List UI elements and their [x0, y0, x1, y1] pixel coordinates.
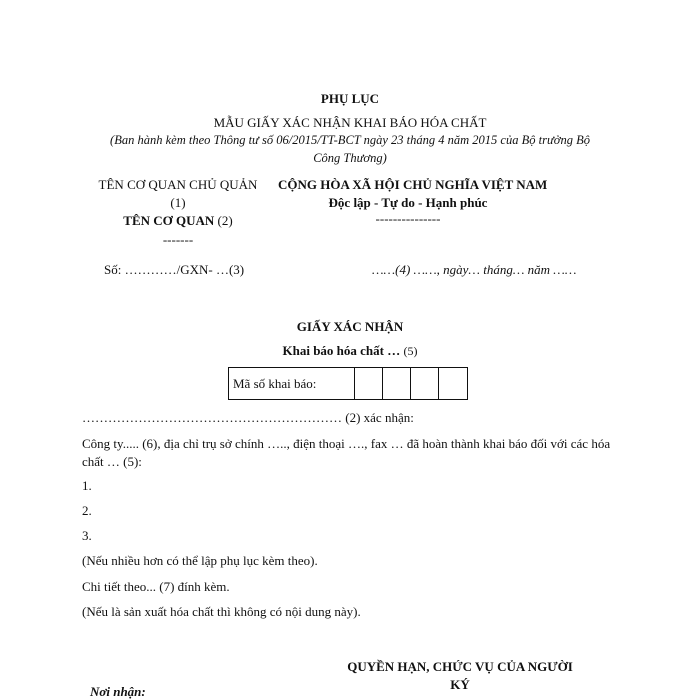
agency-name-note: (2): [217, 213, 233, 228]
issued-note-line1: (Ban hành kèm theo Thông tư số 06/2015/TT-BCT ngày 23 tháng 4 năm 2015 của Bộ trưởng Bộ: [110, 133, 590, 147]
agency-managing-note: (1): [170, 195, 186, 210]
appendix-title: PHỤ LỤC: [320, 91, 380, 106]
certificate-subtitle: Khai báo hóa chất …: [282, 343, 401, 358]
agency-name-row: [78, 213, 278, 229]
place-date-line: ……(4) ……, ngày… tháng… năm ……: [372, 262, 577, 277]
nation-name: CỘNG HÒA XÃ HỘI CHỦ NGHĨA VIỆT NAM: [278, 177, 548, 192]
item-3: 3.: [82, 528, 92, 543]
signer-title-line1: QUYỀN HẠN, CHỨC VỤ CỦA NGƯỜI: [347, 659, 573, 674]
left-divider: -------: [162, 232, 194, 247]
document-number: Số: …………/GXN- …(3): [104, 262, 245, 277]
issued-note-line2: Công Thương): [313, 151, 387, 165]
agency-managing: TÊN CƠ QUAN CHỦ QUẢN: [98, 177, 258, 192]
certificate-title: GIẤY XÁC NHẬN: [296, 319, 404, 334]
code-cell: [439, 368, 467, 399]
code-cell: [355, 368, 383, 399]
certificate-subtitle-note: (5): [403, 344, 418, 358]
confirm-line: …………………………………………………… (2) xác nhận:: [82, 410, 414, 425]
certificate-subtitle-row: [0, 343, 700, 359]
declaration-code-box: [228, 367, 468, 400]
form-subtitle: MẪU GIẤY XÁC NHẬN KHAI BÁO HÓA CHẤT: [213, 115, 487, 130]
declaration-code-label: Mã số khai báo:: [229, 368, 355, 399]
note-production: (Nếu là sản xuất hóa chất thì không có nội dung này).: [82, 604, 361, 619]
code-cell: [383, 368, 411, 399]
code-cell: [411, 368, 439, 399]
signer-title-line2: KÝ: [450, 677, 470, 692]
note-appendix: (Nếu nhiều hơn có thể lập phụ lục kèm theo).: [82, 553, 318, 568]
note-details: Chi tiết theo... (7) đính kèm.: [82, 579, 230, 594]
item-2: 2.: [82, 503, 92, 518]
agency-name: TÊN CƠ QUAN: [123, 213, 215, 228]
company-statement: Công ty..... (6), địa chỉ trụ sở chính ….., điện thoại …., fax … đã hoàn thành khai báo đối với các hóa chất … (5):: [82, 436, 611, 469]
right-divider: ---------------: [375, 211, 441, 226]
recipients-label: Nơi nhận:: [90, 684, 146, 699]
national-motto: Độc lập - Tự do - Hạnh phúc: [328, 195, 488, 210]
item-1: 1.: [82, 478, 92, 493]
